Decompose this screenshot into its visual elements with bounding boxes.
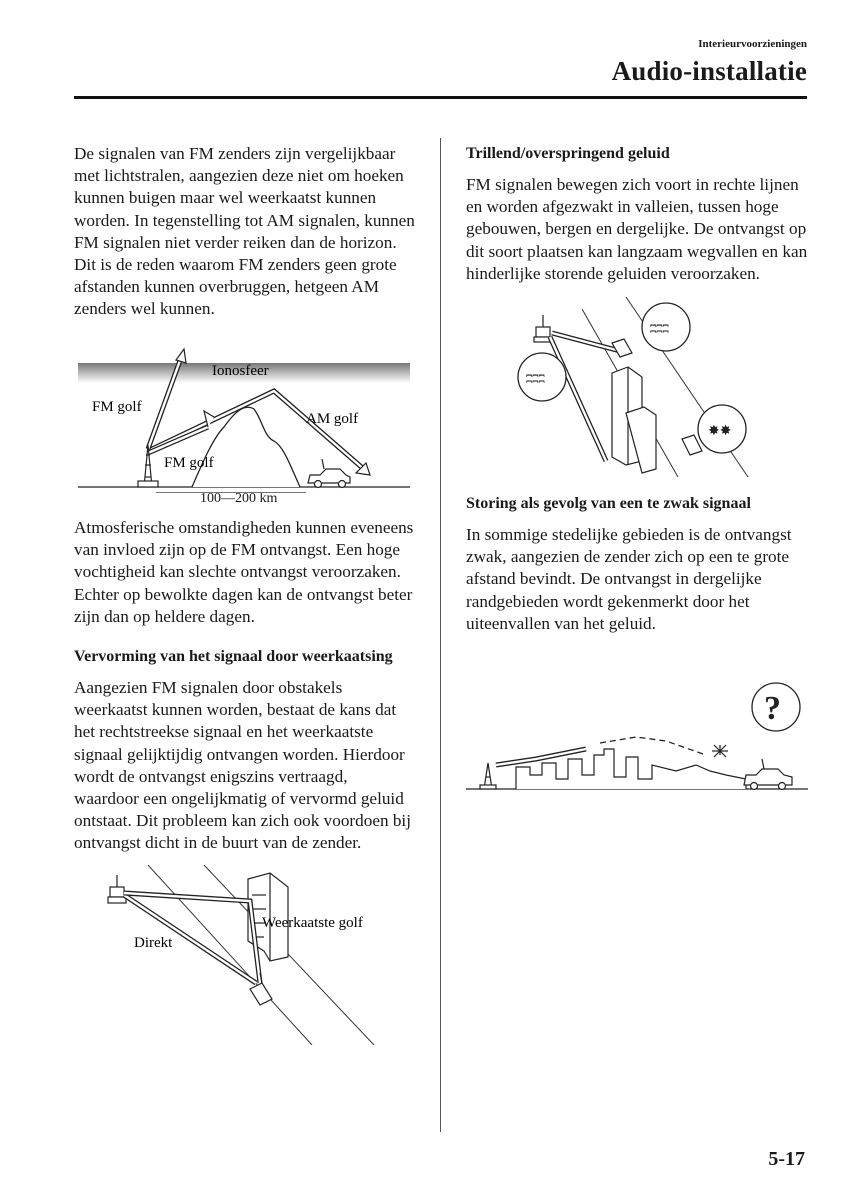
heading-weak-signal: Storing als gevolg van een te zwak signaal (466, 495, 751, 513)
right-column (466, 143, 808, 799)
car (250, 973, 272, 1005)
signal-arrow-dashed (600, 737, 706, 755)
buildings (612, 367, 656, 473)
question-mark: ? (764, 690, 781, 728)
car (308, 459, 350, 488)
signal-fading-diagram (466, 297, 808, 477)
interference-spark (712, 745, 728, 757)
svg-text:ʭʭʭ: ʭʭʭ (526, 371, 545, 387)
page-title: Audio-installatie (611, 56, 807, 86)
reflected-wave-label: Weerkaatste golf (262, 914, 363, 931)
fm-am-wave-diagram (74, 341, 416, 493)
paragraph-distortion: Aangezien FM signalen door obstakels weerkaatst kunnen worden, bestaat de kans dat het rechtstreekse signaal en het weerkaatste signaal gelijktijdig ontvangen worden. Hierdoor wordt de ontvangst enigszins vertraagd, waardoor een ongelijkmatig of vervormd geluid ontstaat. Dit probleem kan zich ook voordoen bij ontvangst dicht in de buurt van de zender. (74, 678, 411, 853)
heading-vibrating-sound: Trillend/overspringend geluid (466, 145, 670, 162)
heading-distortion: Vervorming van het signaal door weerkaatsing (74, 648, 393, 666)
page-number: 5-17 (768, 1148, 805, 1170)
section-header: Interieurvoorzieningen (698, 38, 807, 50)
paragraph-weak-signal: In sommige stedelijke gebieden is de ontvangst zwak, aangezien de zender zich op een te grote afstand bevindt. De ontvangst in dergelijke randgebieden wordt gekenmerkt door het uiteenvallen van het geluid. (466, 525, 792, 633)
distance-label: 100—200 km (200, 491, 278, 506)
left-column (74, 143, 416, 1045)
am-golf-label: AM golf (306, 411, 359, 427)
car (744, 759, 792, 790)
direct-label: Direkt (134, 934, 173, 951)
radio-tower (108, 875, 126, 903)
header-rule (74, 96, 807, 99)
paragraph-vibrating-sound: FM signalen bewegen zich voort in rechte lijnen en worden afgezwakt in valleien, tussen hoge gebouwen, bergen en dergelijke. De ontvangst op dit soort plaatsen kan langzaam wegvallen en kan hinderlijke storende geluiden veroorzaken. (466, 175, 808, 283)
column-divider (440, 138, 441, 1132)
svg-text:✸✸: ✸✸ (708, 424, 732, 440)
paragraph-fm-signals: De signalen van FM zenders zijn vergelijkbaar met lichtstralen, aangezien deze niet om hoeken kunnen buigen maar wel weerkaatst kunnen worden. In tegenstelling tot AM signalen, kunnen FM signalen niet verder reiken dan de horizon. Dit is de reden waarom FM zenders geen grote afstanden kunnen overbruggen, hetgeen AM zenders wel kunnen. (74, 144, 415, 319)
fm-golf-label-2: FM golf (164, 455, 214, 471)
reflection-diagram (74, 865, 416, 1045)
paragraph-atmospheric: Atmosferische omstandigheden kunnen eveneens van invloed zijn op de FM ontvangst. Een hoge vochtigheid kan slechte ontvangst veroorzaken. Echter op bewolkte dagen kan de ontvangst beter zijn dan op heldere dagen. (74, 518, 414, 626)
ionosphere-label: Ionosfeer (212, 363, 269, 379)
fm-golf-label: FM golf (92, 399, 142, 415)
radio-tower (480, 763, 496, 789)
svg-text:ʭʭʭ: ʭʭʭ (650, 321, 669, 337)
weak-signal-diagram (466, 679, 808, 799)
